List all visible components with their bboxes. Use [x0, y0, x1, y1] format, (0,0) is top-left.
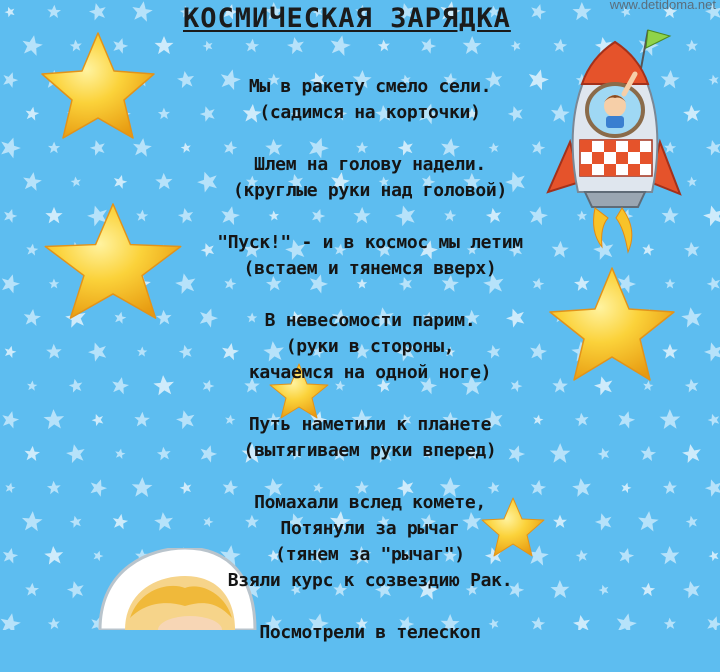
poem-line: Путь наметили к планете	[248, 414, 492, 435]
gold-star-icon	[548, 266, 676, 384]
poem-line: Потянули за рычаг	[280, 518, 460, 539]
page-title: КОСМИЧЕСКАЯ ЗАРЯДКА	[183, 3, 511, 34]
poem-line: Шлем на голову надели.	[254, 154, 486, 175]
poem-stanza	[190, 620, 550, 646]
poem	[190, 74, 550, 672]
poem-stanza	[190, 308, 550, 386]
poem-stanza	[190, 74, 550, 126]
poem-line: Взяли курс к созвездию Рак.	[227, 570, 513, 591]
gold-star-icon	[38, 202, 188, 322]
watermark: www.detidoma.net	[609, 0, 716, 12]
poem-line: (садимся на корточки)	[259, 102, 481, 123]
poem-line: Помахали вслед комете,	[254, 492, 486, 513]
poem-line: Мы в ракету смело сели.	[248, 76, 492, 97]
poem-stanza	[190, 230, 550, 282]
rocket-illustration	[540, 22, 690, 262]
poem-stanza	[190, 490, 550, 594]
poem-line: (руки в стороны,	[285, 336, 455, 357]
poem-line: (тянем за "рычаг")	[275, 544, 465, 565]
poem-line: (встаем и тянемся вверх)	[243, 258, 497, 279]
poem-line: Посмотрели в телескоп	[259, 622, 481, 643]
poem-line: качаемся на одной ноге)	[248, 362, 492, 383]
poem-line: В невесомости парим.	[264, 310, 476, 331]
poem-line: (круглые руки над головой)	[233, 180, 507, 201]
poem-stanza	[190, 412, 550, 464]
poem-line: (вытягиваем руки вперед)	[243, 440, 497, 461]
poem-line: "Пуск!" - и в космос мы летим	[217, 232, 523, 253]
gold-star-icon	[38, 30, 158, 140]
poem-stanza	[190, 152, 550, 204]
